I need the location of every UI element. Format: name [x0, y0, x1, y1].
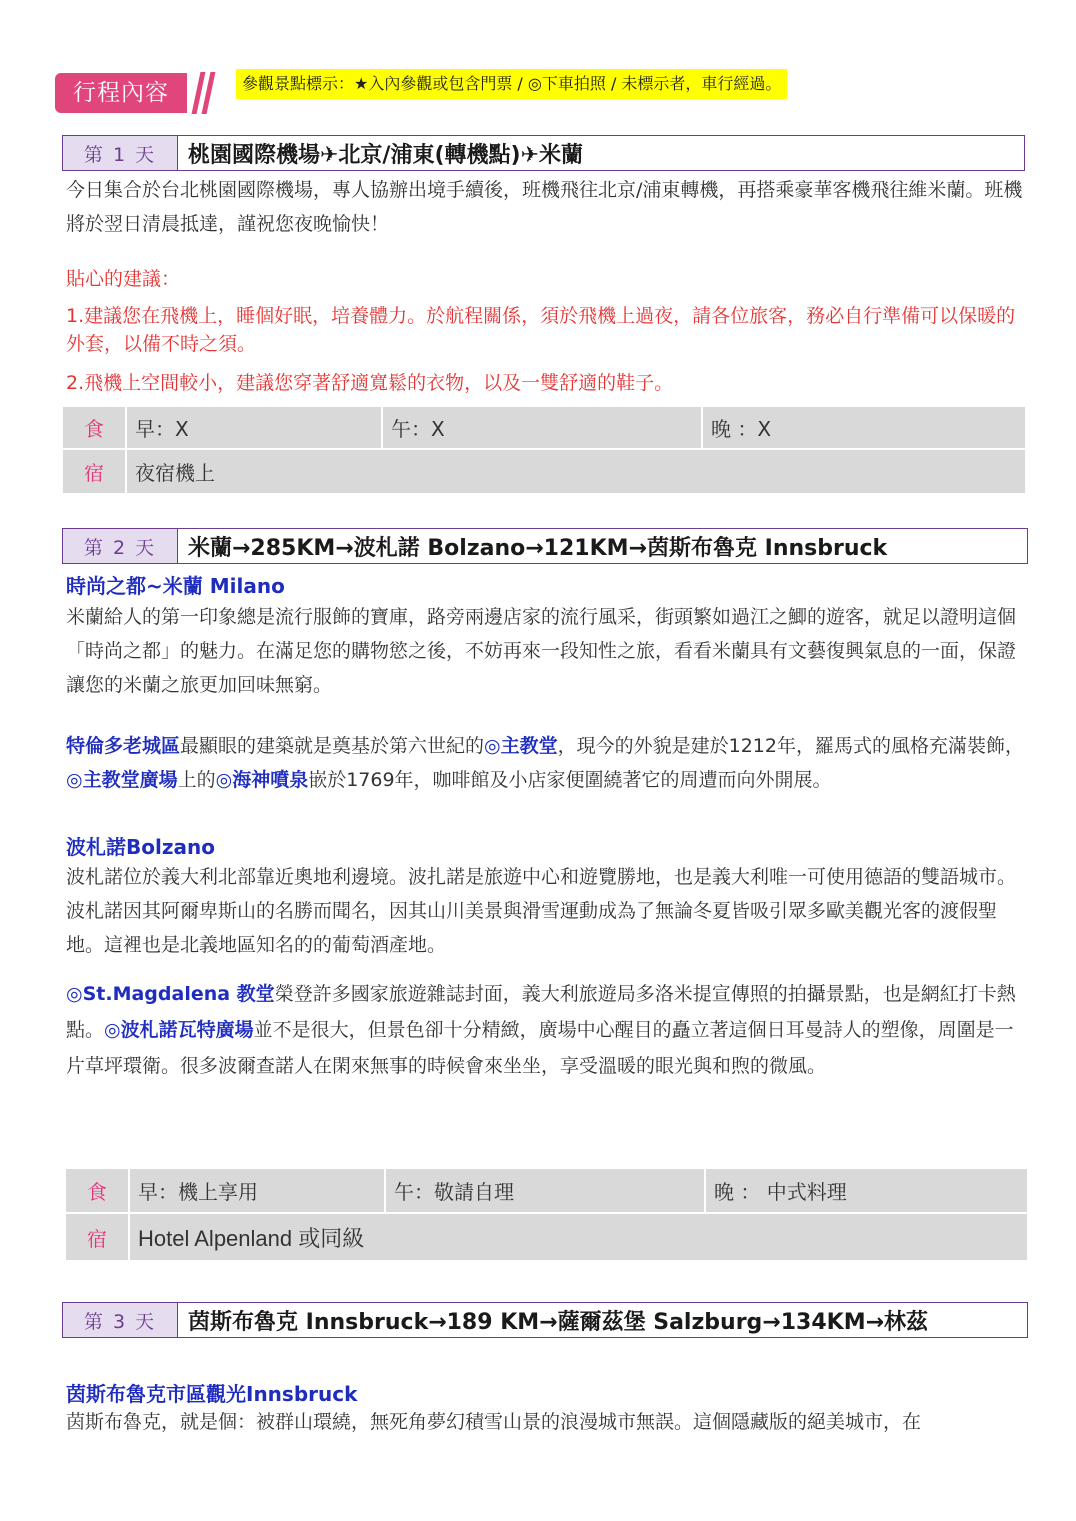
day-label: 第 1 天: [63, 136, 178, 170]
day-2-header: [62, 528, 1028, 564]
place-name: 特倫多老城區: [66, 735, 181, 757]
day-1-intro: 今日集合於台北桃園國際機場，專人協辦出境手續後，班機飛往北京/浦東轉機，再搭乘豪華客機飛往維米蘭。班機將於翌日清晨抵達，謹祝您夜晚愉快！: [66, 179, 1023, 235]
day-title: 米蘭→285KM→波札諾 Bolzano→121KM→茵斯布魯克 Innsbruck: [188, 535, 888, 561]
day-title: 桃園國際機場✈北京/浦東(轉機點)✈米蘭: [188, 142, 584, 168]
stay-value: Hotel Alpenland 或同級: [138, 1225, 365, 1251]
breakfast: 早：機上享用: [130, 1169, 386, 1214]
day-label: 第 2 天: [63, 529, 178, 563]
place-name: ◎主教堂廣場: [66, 769, 178, 791]
place-name: ◎海神噴泉: [215, 769, 309, 791]
legend-note: 參觀景點標示：★入內參觀或包含門票 / ◎下車拍照 / 未標示者，車行經過。: [236, 69, 787, 99]
place-name: ◎波札諾瓦特廣場: [104, 1019, 254, 1041]
meal-label: 食: [63, 407, 127, 450]
day-2-meal-table: [66, 1169, 1027, 1260]
meal-label: 食: [66, 1169, 130, 1214]
innsbruck-heading: 茵斯布魯克市區觀光Innsbruck: [66, 1382, 358, 1406]
tip-2: 2.飛機上空間較小，建議您穿著舒適寬鬆的衣物，以及一雙舒適的鞋子。: [66, 372, 674, 394]
bolzano-text: 波札諾位於義大利北部靠近奧地利邊境。波扎諾是旅遊中心和遊覽勝地，也是義大利唯一可使用德語的雙語城市。波札諾因其阿爾卑斯山的名勝而聞名，因其山川美景與滑雪運動成為了無論冬夏皆吸引眾多歐美觀光客的渡假聖地。這裡也是北義地區知名的的葡萄酒產地。: [66, 866, 1017, 956]
stay-label: 宿: [63, 450, 127, 493]
milano-text: 米蘭給人的第一印象總是流行服飾的寶庫，路旁兩邊店家的流行風采，街頭繁如過江之鯽的遊客，就足以證明這個「時尚之都」的魅力。在滿足您的購物慾之後，不妨再來一段知性之旅，看看米蘭具有文藝復興氣息的一面，保證讓您的米蘭之旅更加回味無窮。: [66, 606, 1017, 696]
tip-1: 1.建議您在飛機上，睡個好眠，培養體力。於航程關係，須於飛機上過夜，請各位旅客，務必自行準備可以保暖的外套，以備不時之須。: [66, 305, 1016, 355]
text-run: 最顯眼的建築就是奠基於第六世紀的: [180, 735, 485, 757]
text-run: 並不是很大，但景色卻十分精緻，廣場中心醒目的矗立著這個日耳曼詩人的塑像，周圍是一片草坪環衛。很多波爾查諾人在閑來無事的時候會來坐坐，享受溫暖的眼光與和煦的微風。: [66, 1019, 1014, 1077]
lunch: 午：敬請自理: [386, 1169, 706, 1214]
stay-value: 夜宿機上: [135, 461, 215, 485]
bolzano-heading: 波札諾Bolzano: [66, 835, 215, 859]
day-1-header: [62, 135, 1025, 171]
day-3-header: [62, 1302, 1028, 1338]
breakfast: 早：X: [127, 407, 383, 450]
milano-heading: 時尚之都~米蘭 Milano: [66, 574, 285, 598]
text-run: 榮登許多國家旅遊雜誌封面，義大利旅遊局多洛米提宣傳照的拍攝景點，也是網紅打卡熱點。: [66, 983, 1016, 1041]
trento-paragraph: [66, 729, 1031, 797]
place-name: ◎主教堂: [484, 735, 558, 757]
section-tag: 行程內容: [55, 73, 187, 113]
magdalena-paragraph: [66, 976, 1031, 1084]
day-title: 茵斯布魯克 Innsbruck→189 KM→薩爾茲堡 Salzburg→134KM→林茲: [188, 1309, 929, 1335]
lunch: 午：X: [383, 407, 703, 450]
tips-title: 貼心的建議：: [66, 268, 181, 290]
text-run: 嵌於1769年，咖啡館及小店家便圍繞著它的周遭而向外開展。: [308, 769, 832, 791]
day-1-meal-table: [63, 407, 1025, 493]
stay-label: 宿: [66, 1214, 130, 1260]
place-name: ◎St.Magdalena 教堂: [66, 983, 275, 1005]
text-run: ，現今的外貌是建於1212年，羅馬式的風格充滿裝飾，: [557, 735, 1024, 757]
innsbruck-text: 茵斯布魯克，就是個：被群山環繞，無死角夢幻積雪山景的浪漫城市無誤。這個隱藏版的絕美城市，在: [66, 1411, 922, 1433]
slash-decoration: [190, 72, 220, 114]
dinner: 晚 ：X: [703, 407, 1025, 450]
text-run: 上的: [177, 769, 216, 791]
dinner: 晚 ： 中式料理: [706, 1169, 1027, 1214]
day-label: 第 3 天: [63, 1303, 178, 1337]
